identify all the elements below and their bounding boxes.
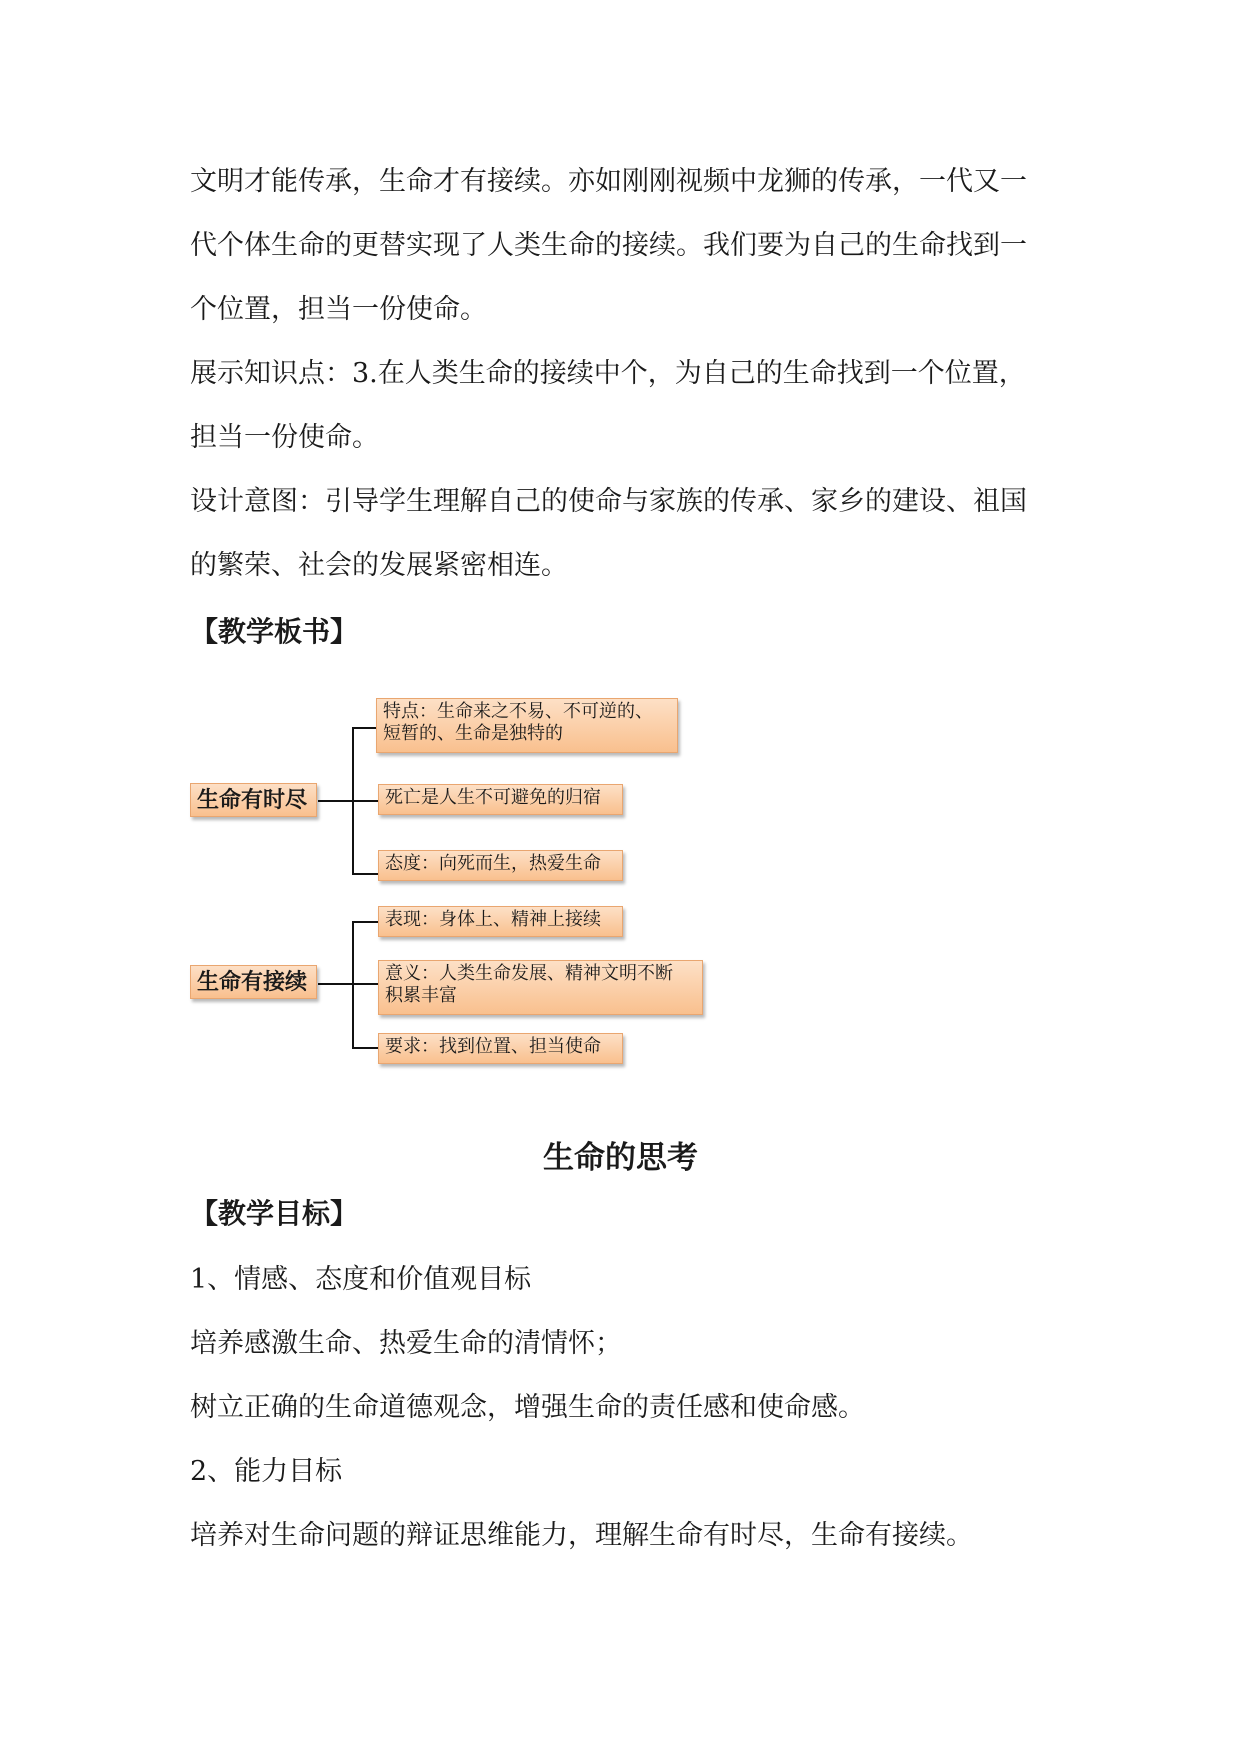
board-heading: 【教学板书】	[190, 615, 359, 648]
paragraph-line: 个位置，担当一份使命。	[190, 294, 487, 325]
goal-title: 2、能力目标	[190, 1456, 343, 1487]
paragraph-line: 代个体生命的更替实现了人类生命的接续。我们要为自己的生命找到一	[190, 230, 1027, 261]
connector-line	[352, 1047, 378, 1049]
board-main-node: 生命有接续	[190, 965, 317, 999]
paragraph-line: 的繁荣、社会的发展紧密相连。	[190, 550, 568, 581]
goal-title: 1、情感、态度和价值观目标	[190, 1264, 532, 1295]
paragraph-line: 设计意图：引导学生理解自己的使命与家族的传承、家乡的建设、祖国	[190, 486, 1027, 517]
goal-line: 培养对生命问题的辩证思维能力，理解生命有时尽，生命有接续。	[190, 1520, 973, 1551]
board-sub-node: 要求：找到位置、担当使命	[378, 1033, 623, 1064]
paragraph-line: 文明才能传承，生命才有接续。亦如刚刚视频中龙狮的传承，一代又一	[190, 166, 1027, 197]
board-main-node: 生命有时尽	[190, 783, 317, 817]
board-sub-node: 意义：人类生命发展、精神文明不断 积累丰富	[378, 960, 703, 1015]
connector-line	[318, 800, 353, 802]
connector-line	[352, 727, 378, 729]
board-sub-node: 死亡是人生不可避免的归宿	[378, 784, 623, 815]
connector-line	[352, 873, 378, 875]
board-sub-node: 特点：生命来之不易、不可逆的、 短暂的、生命是独特的	[376, 698, 678, 753]
connector-line	[352, 921, 354, 1048]
goal-line: 树立正确的生命道德观念，增强生命的责任感和使命感。	[190, 1392, 865, 1423]
board-sub-node: 态度：向死而生，热爱生命	[378, 850, 623, 881]
connector-line	[352, 727, 354, 874]
connector-line	[352, 983, 378, 985]
goal-line: 培养感激生命、热爱生命的清情怀；	[190, 1328, 622, 1359]
connector-line	[352, 800, 378, 802]
paragraph-line: 展示知识点：3.在人类生命的接续中个，为自己的生命找到一个位置，	[190, 358, 1026, 389]
paragraph-line: 担当一份使命。	[190, 422, 379, 453]
section-title: 生命的思考	[543, 1140, 698, 1176]
board-sub-node: 表现：身体上、精神上接续	[378, 906, 623, 937]
goals-heading: 【教学目标】	[190, 1197, 359, 1230]
connector-line	[352, 921, 378, 923]
connector-line	[318, 983, 353, 985]
